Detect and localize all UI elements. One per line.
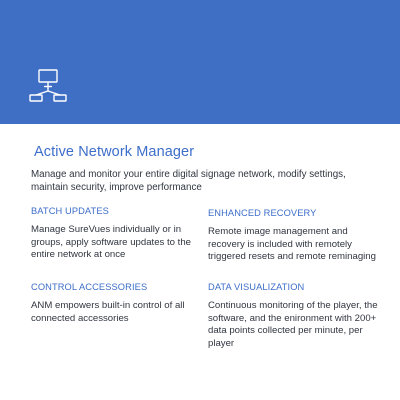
feature-description: ANM empowers built-in control of all connected accessories <box>31 300 185 324</box>
feature-control-accessories <box>31 282 199 325</box>
feature-heading: CONTROL ACCESSORIES <box>31 282 148 292</box>
feature-batch-updates <box>31 206 199 262</box>
feature-description: Remote image management and recovery is included with remotely triggered resets and remote reminaging <box>208 226 376 262</box>
network-icon <box>28 68 70 106</box>
feature-heading: DATA VISUALIZATION <box>208 282 305 292</box>
intro-text: Manage and monitor your entire digital signage network, modify settings, maintain security, improve performance <box>31 169 346 193</box>
page-title: Active Network Manager <box>34 144 195 160</box>
feature-data-visualization <box>208 282 378 350</box>
feature-description: Manage SureVues individually or in groups, apply software updates to the entire network at once <box>31 224 191 260</box>
feature-heading: ENHANCED RECOVERY <box>208 208 317 218</box>
feature-description: Continuous monitoring of the player, the software, and the enironment with 200+ data points collected per minute, per player <box>208 300 378 349</box>
header-banner <box>0 0 400 124</box>
feature-heading: BATCH UPDATES <box>31 206 109 216</box>
feature-enhanced-recovery <box>208 208 378 264</box>
